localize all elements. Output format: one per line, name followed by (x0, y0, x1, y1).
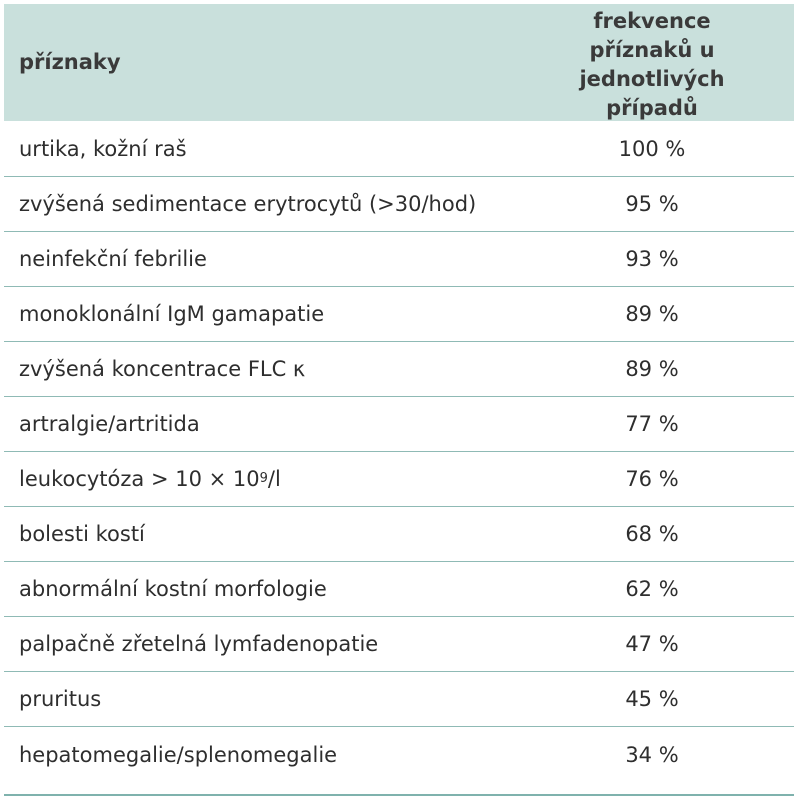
frequency-cell: 89 % (625, 302, 679, 326)
symptom-text: leukocytóza > 10 × 10 (19, 467, 260, 491)
symptom-cell: neinfekční febrilie (19, 247, 207, 271)
symptom-cell: leukocytóza > 10 × 10 9 /l (19, 467, 281, 491)
table-row (4, 452, 794, 507)
frequency-cell: 62 % (625, 577, 679, 601)
frequency-cell: 68 % (625, 522, 679, 546)
frequency-cell: 45 % (625, 687, 679, 711)
header-symptoms-label: příznaky (19, 50, 121, 74)
table-row (4, 727, 794, 782)
symptom-cell: palpačně zřetelná lymfadenopatie (19, 632, 379, 656)
symptom-cell: zvýšená koncentrace FLC κ (19, 357, 306, 381)
symptom-cell: artralgie/artritida (19, 412, 200, 436)
header-cell-frequency (510, 4, 794, 121)
symptom-cell: bolesti kostí (19, 522, 145, 546)
frequency-cell: 47 % (625, 632, 679, 656)
table-row (4, 397, 794, 452)
table-row (4, 122, 794, 177)
header-frequency-label: frekvence příznaků u jednotlivých případů (579, 8, 725, 120)
symptom-cell: abnormální kostní morfologie (19, 577, 327, 601)
frequency-cell: 93 % (625, 247, 679, 271)
symptom-frequency-table (4, 4, 794, 796)
table-row (4, 177, 794, 232)
frequency-cell: 95 % (625, 192, 679, 216)
symptom-cell: urtika, kožní raš (19, 137, 187, 161)
table-row (4, 562, 794, 617)
table-row (4, 672, 794, 727)
symptom-cell: pruritus (19, 687, 102, 711)
frequency-cell: 76 % (625, 467, 679, 491)
table-row (4, 232, 794, 287)
header-cell-symptoms (4, 4, 510, 121)
symptom-cell: hepatomegalie/splenomegalie (19, 742, 338, 767)
frequency-cell: 89 % (625, 357, 679, 381)
symptom-cell: monoklonální IgM gamapatie (19, 302, 325, 326)
frequency-cell: 100 % (618, 137, 686, 161)
symptom-cell: zvýšená sedimentace erytrocytů (>30/hod) (19, 192, 477, 216)
symptom-unit: /l (267, 467, 281, 491)
table-row (4, 617, 794, 672)
table-row (4, 507, 794, 562)
frequency-cell: 77 % (625, 412, 679, 436)
frequency-cell: 34 % (625, 742, 679, 767)
table-row (4, 342, 794, 397)
table-header (4, 4, 794, 122)
table-row (4, 287, 794, 342)
